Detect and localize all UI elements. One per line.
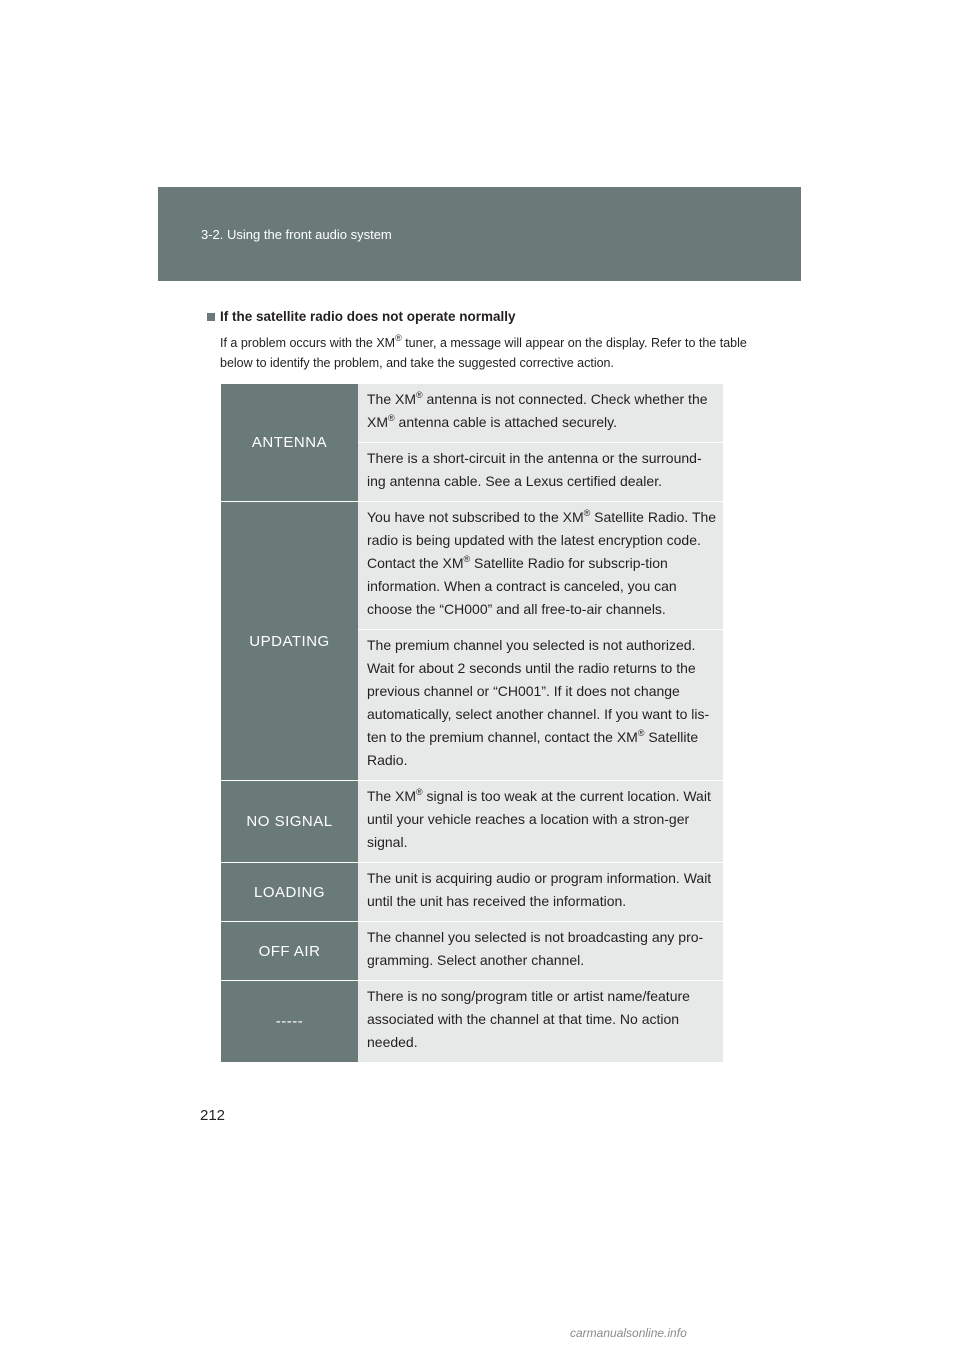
square-bullet-icon [207,313,215,321]
message-code: NO SIGNAL [221,781,358,863]
message-description: You have not subscribed to the XM® Satellite Radio. The radio is being updated with the latest encryption code. Contact the XM® Satellite Radio for subscrip-tion information. When a contract is canceled, you can choose the “CH000” and all free-to-air channels. [358,502,723,630]
message-code: UPDATING [221,502,358,781]
message-description: The premium channel you selected is not authorized. Wait for about 2 seconds until the radio returns to the previous channel or “CH001”. If it does not change automatically, select another channel. If you want to lis-ten to the premium channel, contact the XM® Satellite Radio. [358,630,723,781]
troubleshooting-section [207,309,747,373]
message-description: There is no song/program title or artist name/feature associated with the channel at that time. No action needed. [358,981,723,1063]
table-row [221,922,723,981]
section-intro: If a problem occurs with the XM® tuner, a message will appear on the display. Refer to the table below to identify the problem, and take the suggested corrective action. [220,333,747,370]
section-heading: If the satellite radio does not operate normally [207,309,747,324]
page-number: 212 [200,1107,226,1124]
message-description: The channel you selected is not broadcasting any pro-gramming. Select another channel. [358,922,723,981]
message-description: The XM® signal is too weak at the current location. Wait until your vehicle reaches a location with a stron-ger signal. [358,781,723,863]
message-code: ----- [221,981,358,1063]
table-row [221,981,723,1063]
message-description: There is a short-circuit in the antenna or the surround-ing antenna cable. See a Lexus certified dealer. [358,443,723,502]
message-code: LOADING [221,863,358,922]
table-row [221,863,723,922]
watermark: carmanualsonline.info [570,1326,687,1340]
message-description: The unit is acquiring audio or program information. Wait until the unit has received the information. [358,863,723,922]
chapter-title: 3-2. Using the front audio system [201,227,392,242]
message-code: ANTENNA [221,384,358,502]
table-row [221,781,723,863]
message-description: The XM® antenna is not connected. Check whether the XM® antenna cable is attached securely. [358,384,723,443]
table-row [221,502,723,630]
message-code: OFF AIR [221,922,358,981]
chapter-header [158,187,801,281]
table-row [221,384,723,443]
message-table [221,384,723,1063]
